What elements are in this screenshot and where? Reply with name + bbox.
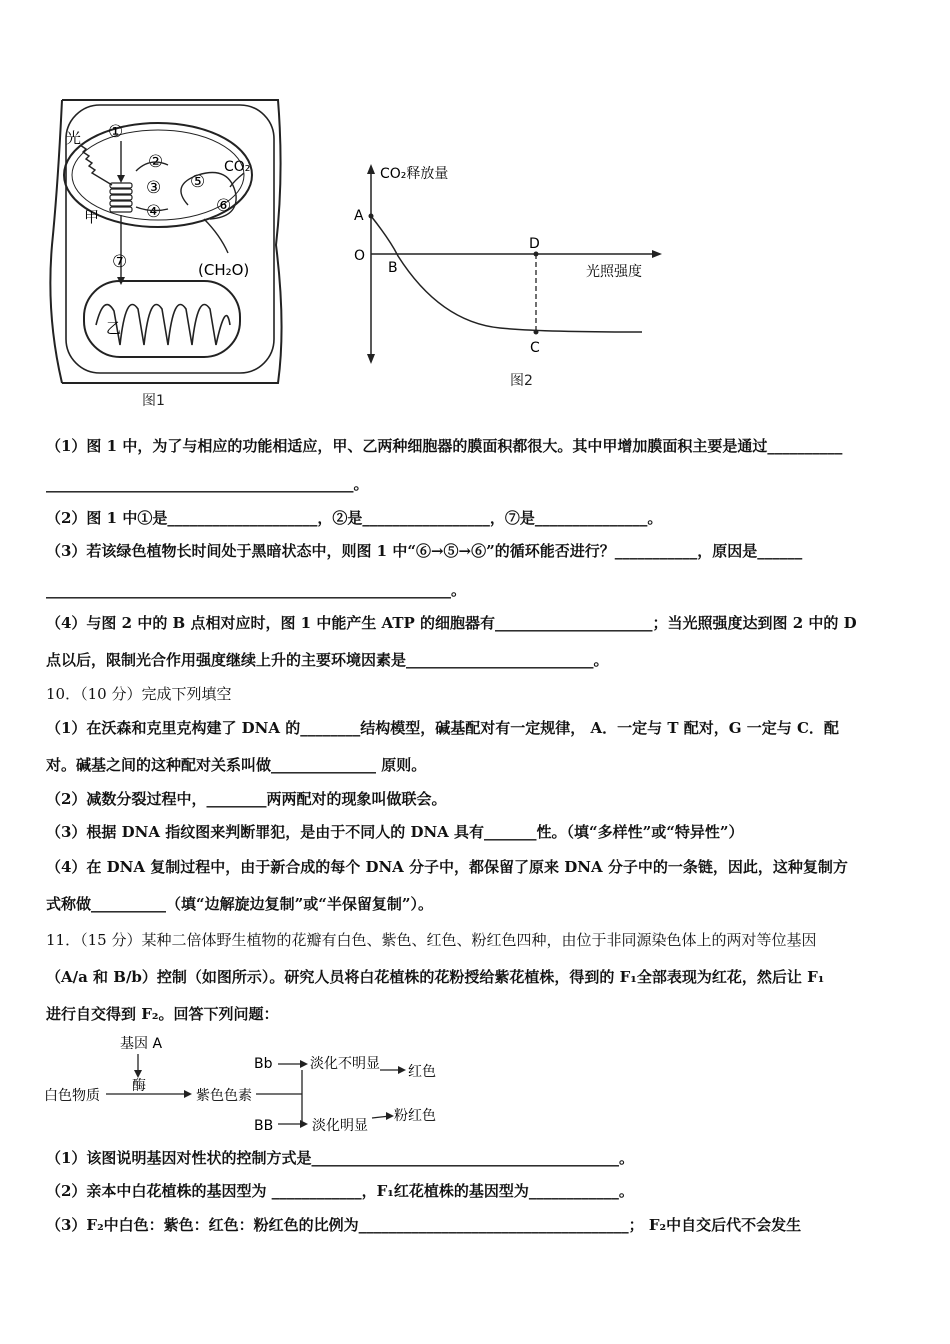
q9-1-line2: _________________________________________。 xyxy=(46,475,369,493)
label-c4: ④ xyxy=(146,202,162,222)
q9-1-line1: （1）图 1 中，为了与相应的功能相适应，甲、乙两种细胞器的膜面积都很大。其中甲增加膜面积主要是通过__________ xyxy=(46,437,843,455)
point-b-label: B xyxy=(388,260,398,276)
q10-4-line2: 式称做__________（填“边解旋边复制”或“半保留复制”）。 xyxy=(46,895,434,913)
label-jia: 甲 xyxy=(84,208,100,226)
enzyme-label: 酶 xyxy=(132,1078,146,1094)
q10-4-line1: （4）在 DNA 复制过程中，由于新合成的每个 DNA 分子中，都保留了原来 DNA 分子中的一条链，因此，这种复制方 xyxy=(46,858,848,876)
thylakoid-stack xyxy=(110,183,132,212)
purple-pigment-label: 紫色色素 xyxy=(196,1088,252,1104)
label-light: 光 xyxy=(66,129,82,147)
q10-1-line2: 对。碱基之间的这种配对关系叫做______________ 原则。 xyxy=(46,756,427,774)
point-d-label: D xyxy=(529,236,540,252)
strong-fade-label: 淡化明显 xyxy=(312,1118,368,1134)
q11-stem-line3: 进行自交得到 F₂。回答下列问题： xyxy=(46,1005,279,1023)
point-o-label: O xyxy=(354,248,366,264)
x-axis-label: 光照强度 xyxy=(586,264,642,280)
point-c-label: C xyxy=(530,340,540,356)
genotype-bb-small: Bb xyxy=(254,1056,273,1072)
label-c6: ⑥ xyxy=(216,196,232,216)
q9-4-line2: 点以后，限制光合作用强度继续上升的主要环境因素是_________________________。 xyxy=(46,651,609,669)
label-c1: ① xyxy=(108,122,124,142)
y-axis-label: CO₂释放量 xyxy=(380,166,449,182)
label-c7: ⑦ xyxy=(112,252,128,272)
q9-2: （2）图 1 中①是____________________，②是_________________，⑦是_______________。 xyxy=(46,509,663,527)
q9-3-line2: ______________________________________________________。 xyxy=(46,581,467,599)
q10-heading: 10．（10 分）完成下列填空 xyxy=(46,685,232,703)
point-a-dot xyxy=(369,214,374,219)
figure-1-caption: 图1 xyxy=(142,393,165,409)
figure-3 xyxy=(40,1030,460,1140)
light-zigzag xyxy=(80,145,112,185)
q9-3-line1: （3）若该绿色植物长时间处于黑暗状态中，则图 1 中“⑥→⑤→⑥”的循环能否进行？___________，原因是______ xyxy=(46,542,803,560)
label-c2: ② xyxy=(148,152,164,172)
q9-4-line1: （4）与图 2 中的 B 点相对应时，图 1 中能产生 ATP 的细胞器有_____________________；当光照强度达到图 2 中的 D xyxy=(46,614,857,632)
label-yi: 乙 xyxy=(106,319,122,337)
q10-1-line1: （1）在沃森和克里克构建了 DNA 的________结构模型，碱基配对有一定规律， A．一定与 T 配对，G 一定与 C．配 xyxy=(46,719,839,737)
label-ch2o: (CH₂O) xyxy=(198,261,250,279)
q11-3: （3）F₂中白色：紫色：红色：粉红色的比例为____________________________________； F₂中自交后代不会发生 xyxy=(46,1216,802,1234)
point-a-label: A xyxy=(354,208,364,224)
q11-2: （2）亲本中白花植株的基因型为 ____________，F₁红花植株的基因型为____________。 xyxy=(46,1182,634,1200)
label-c3: ③ xyxy=(146,178,162,198)
gene-a-label: 基因 A xyxy=(120,1036,163,1052)
q10-2: （2）减数分裂过程中，________两两配对的现象叫做联会。 xyxy=(46,790,447,808)
label-c5: ⑤ xyxy=(190,172,206,192)
figure-1 xyxy=(40,95,290,395)
red-label: 红色 xyxy=(408,1064,436,1080)
q11-stem-line2: （A/a 和 B/b）控制（如图所示）。研究人员将白花植株的花粉授给紫花植株，得到的 F₁全部表现为红花，然后让 F₁ xyxy=(46,968,825,986)
q11-stem-line1: 11．（15 分）某种二倍体野生植物的花瓣有白色、紫色、红色、粉红色四种，由位于非同源染色体上的两对等位基因 xyxy=(46,931,817,949)
q10-3: （3）根据 DNA 指纹图来判断罪犯，是由于不同人的 DNA 具有_______性。（填“多样性”或“特异性”） xyxy=(46,823,744,841)
pink-label: 粉红色 xyxy=(394,1108,436,1124)
figure-2 xyxy=(350,160,670,370)
weak-fade-label: 淡化不明显 xyxy=(310,1056,380,1072)
q11-1: （1）该图说明基因对性状的控制方式是_________________________________________。 xyxy=(46,1149,634,1167)
figure-2-caption: 图2 xyxy=(510,373,533,389)
label-co2: CO₂ xyxy=(224,159,251,175)
white-substance-label: 白色物质 xyxy=(44,1088,100,1104)
genotype-bb-big: BB xyxy=(254,1118,274,1134)
